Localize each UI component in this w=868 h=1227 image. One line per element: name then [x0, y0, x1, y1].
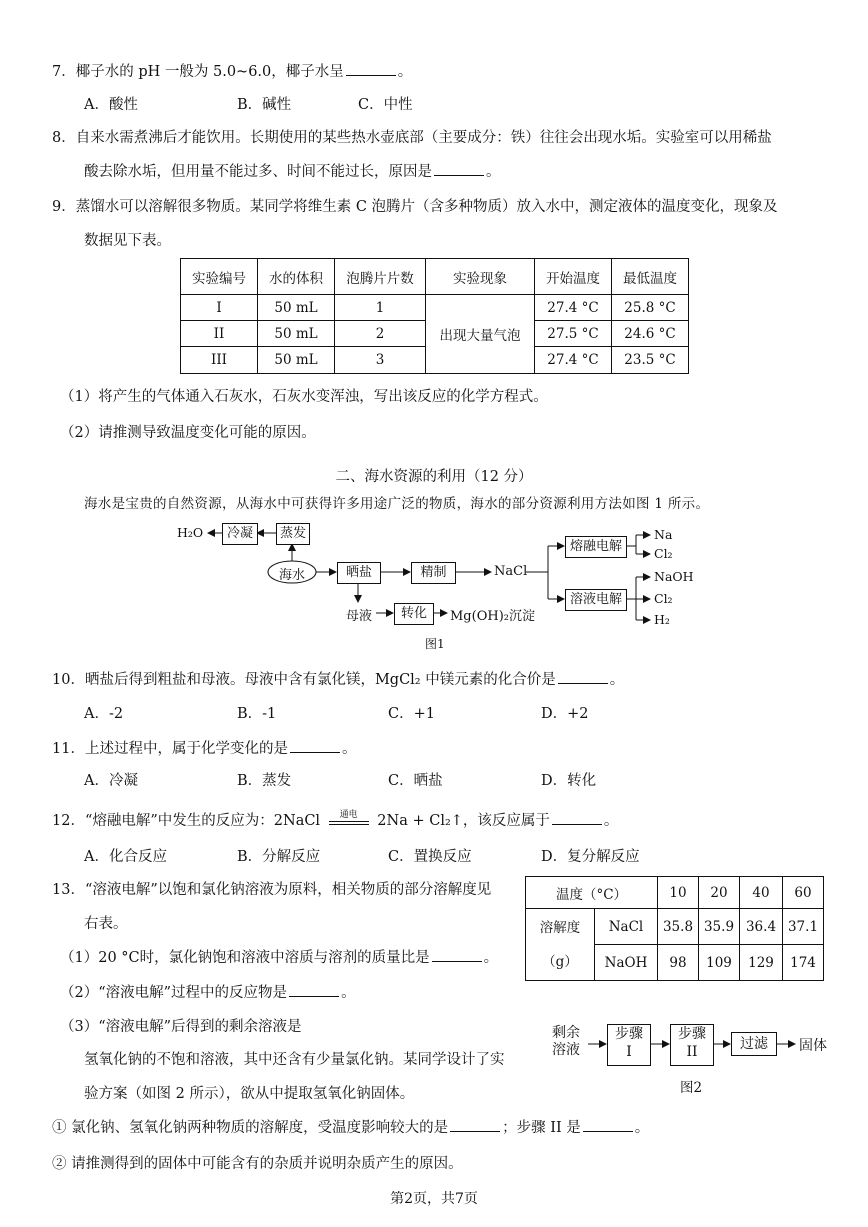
cell: 98 [658, 945, 699, 981]
fig1-box-salt-drying: 晒盐 [337, 562, 381, 584]
fig2-start [552, 1025, 580, 1059]
solubility-table [525, 876, 824, 981]
fig2-caption: 图2 [680, 1080, 703, 1096]
fig2-start-line2: 溶液 [552, 1042, 580, 1058]
sol-temp: 40 [740, 877, 783, 909]
q12-option-a: A．化合反应 [84, 849, 167, 865]
sol-temp-label: 温度（°C） [526, 877, 658, 909]
q10-option-b: B．-1 [237, 706, 277, 722]
sol-label [526, 909, 595, 981]
q12-stem: 12．“熔融电解”中发生的反应为：2NaCl 通电 2Na + Cl₂↑，该反应属于 。 [52, 809, 618, 830]
q9-sub2: （2）请推测导致温度变化可能的原因。 [60, 425, 316, 441]
q10-option-a: A．-2 [84, 706, 124, 722]
answer-blank[interactable] [558, 670, 608, 684]
fig1-box-molten-electrolysis: 熔融电解 [565, 536, 627, 558]
condition-label: 通电 [339, 810, 358, 820]
q11-option-a: A．冷凝 [84, 773, 138, 789]
q9-sub1: （1）将产生的气体通入石灰水，石灰水变浑浊，写出该反应的化学方程式。 [60, 389, 548, 405]
cell: 27.4 °C [535, 295, 612, 321]
q13-sub3: （3）“溶液电解”后得到的剩余溶液是 [60, 1019, 302, 1035]
sol-temp: 10 [658, 877, 699, 909]
fig2-start-line1: 剩余 [552, 1025, 580, 1041]
q8-line1: 8．自来水需煮沸后才能饮用。长期使用的某些热水壶底部（主要成分：铁）往往会出现水垢。实验室可以用稀盐 [52, 130, 772, 146]
cell: 3 [335, 347, 426, 374]
fig1-caption: 图1 [425, 637, 445, 651]
cell: 36.4 [740, 909, 783, 945]
fig1-h2: H₂ [654, 612, 670, 627]
q12-option-d: D．复分解反应 [541, 849, 640, 865]
page-footer: 第2页，共7页 [390, 1191, 478, 1207]
cell: 24.6 °C [612, 321, 689, 347]
th-min-temp: 最低温度 [612, 259, 689, 295]
fig1-seawater: 海水 [278, 568, 305, 583]
cell: 23.5 °C [612, 347, 689, 374]
answer-blank[interactable] [552, 811, 602, 825]
q12-option-c: C．置换反应 [388, 849, 472, 865]
th-phenomenon: 实验现象 [426, 259, 535, 295]
q7-option-c: C．中性 [358, 97, 413, 113]
cell: 50 mL [258, 295, 335, 321]
cell-phenomenon: 出现大量气泡 [426, 295, 535, 374]
q11-option-d: D．转化 [541, 773, 597, 789]
th-volume: 水的体积 [258, 259, 335, 295]
th-tablets: 泡腾片片数 [335, 259, 426, 295]
cell: 35.9 [699, 909, 740, 945]
q13-sub3-line2: 氢氧化钠的不饱和溶液，其中还含有少量氯化钠。某同学设计了实 [84, 1052, 505, 1068]
cell: 129 [740, 945, 783, 981]
cell: 25.8 °C [612, 295, 689, 321]
section-title: 二、海水资源的利用（12 分） [335, 469, 533, 485]
cell: 35.8 [658, 909, 699, 945]
cell: 2 [335, 321, 426, 347]
fig1-cl2-a: Cl₂ [654, 546, 673, 561]
q12-option-b: B．分解反应 [237, 849, 321, 865]
q13-sub2: （2）“溶液电解”过程中的反应物是 。 [60, 985, 356, 1001]
q11-option-c: C．晒盐 [388, 773, 443, 789]
q8-line2: 酸去除水垢，但用量不能过多、时间不能过长，原因是 。 [84, 164, 501, 180]
sol-label-text: 溶解度 [539, 919, 581, 936]
fig2-step1-num: I [626, 1044, 632, 1060]
fig1-nacl: NaCl [494, 564, 528, 579]
sol-unit: （g） [542, 953, 578, 970]
cell: 27.5 °C [535, 321, 612, 347]
fig1-box-convert: 转化 [394, 603, 434, 625]
section-intro: 海水是宝贵的自然资源，从海水中可获得许多用途广泛的物质，海水的部分资源利用方法如图 1 所示。 [84, 496, 710, 512]
fig2-step2 [670, 1024, 714, 1066]
q9-line1: 9．蒸馏水可以溶解很多物质。某同学将维生素 C 泡腾片（含多种物质）放入水中，测定液体的温度变化，现象及 [52, 199, 778, 215]
fig1-na: Na [654, 527, 673, 542]
fig2-step1-label: 步骤 [615, 1026, 643, 1042]
cell: 1 [335, 295, 426, 321]
q11-option-b: B．蒸发 [237, 773, 292, 789]
cell: I [181, 295, 258, 321]
sol-temp: 60 [783, 877, 824, 909]
cell: 50 mL [258, 347, 335, 374]
q13-line1: 13．“溶液电解”以饱和氯化钠溶液为原料，相关物质的部分溶解度见 [52, 882, 492, 898]
q7-option-a: A．酸性 [84, 97, 138, 113]
fig1-h2o: H₂O [177, 525, 204, 540]
cell: 37.1 [783, 909, 824, 945]
fig1-box-solution-electrolysis: 溶液电解 [565, 589, 627, 611]
fig2-step1 [607, 1024, 651, 1066]
fig1-cl2-b: Cl₂ [654, 591, 673, 606]
q13-line2: 右表。 [84, 916, 128, 932]
fig1-mother-liquor: 母液 [346, 609, 373, 624]
sol-naoh: NaOH [595, 945, 658, 981]
q13-sub1: （1）20 °C时，氯化钠饱和溶液中溶质与溶剂的质量比是 。 [60, 950, 499, 966]
fig1-naoh: NaOH [654, 569, 694, 584]
fig2-filter: 过滤 [731, 1032, 777, 1056]
q13-item1: ① 氯化钠、氢氧化钠两种物质的溶解度，受温度影响较大的是 ；步骤 II 是 。 [52, 1120, 650, 1136]
answer-blank[interactable] [290, 739, 340, 753]
fig2-step2-num: II [686, 1044, 698, 1060]
answer-blank[interactable] [432, 948, 482, 962]
answer-blank[interactable] [583, 1118, 633, 1132]
cell: 50 mL [258, 321, 335, 347]
q10-option-c: C．+1 [388, 706, 435, 722]
th-id: 实验编号 [181, 259, 258, 295]
sol-nacl: NaCl [595, 909, 658, 945]
cell: III [181, 347, 258, 374]
fig1-box-condense: 冷凝 [222, 523, 258, 545]
fig2-end: 固体 [799, 1038, 827, 1054]
th-start-temp: 开始温度 [535, 259, 612, 295]
fig1-box-refine: 精制 [411, 562, 456, 584]
fig2-step2-label: 步骤 [678, 1026, 706, 1042]
cell: II [181, 321, 258, 347]
cell: 27.4 °C [535, 347, 612, 374]
fig1-mgoh2: Mg(OH)₂沉淀 [450, 609, 535, 624]
q9-line2: 数据见下表。 [84, 233, 171, 249]
q10-option-d: D．+2 [541, 706, 589, 722]
q10-stem: 10．晒盐后得到粗盐和母液。母液中含有氯化镁，MgCl₂ 中镁元素的化合价是 。 [52, 672, 625, 688]
answer-blank[interactable] [450, 1118, 500, 1132]
q13-sub3-line3: 验方案（如图 2 所示），欲从中提取氢氧化钠固体。 [84, 1086, 415, 1102]
q11-stem: 11．上述过程中，属于化学变化的是 。 [52, 741, 357, 757]
fig1-box-evaporate: 蒸发 [276, 523, 310, 545]
q7-option-b: B．碱性 [237, 97, 292, 113]
cell: 174 [783, 945, 824, 981]
cell: 109 [699, 945, 740, 981]
sol-temp: 20 [699, 877, 740, 909]
reaction-condition [329, 810, 369, 825]
q7-stem: 7．椰子水的 pH 一般为 5.0~6.0，椰子水呈 。 [52, 64, 413, 80]
q13-item2: ② 请推测得到的固体中可能含有的杂质并说明杂质产生的原因。 [52, 1156, 463, 1172]
answer-blank[interactable] [289, 983, 339, 997]
